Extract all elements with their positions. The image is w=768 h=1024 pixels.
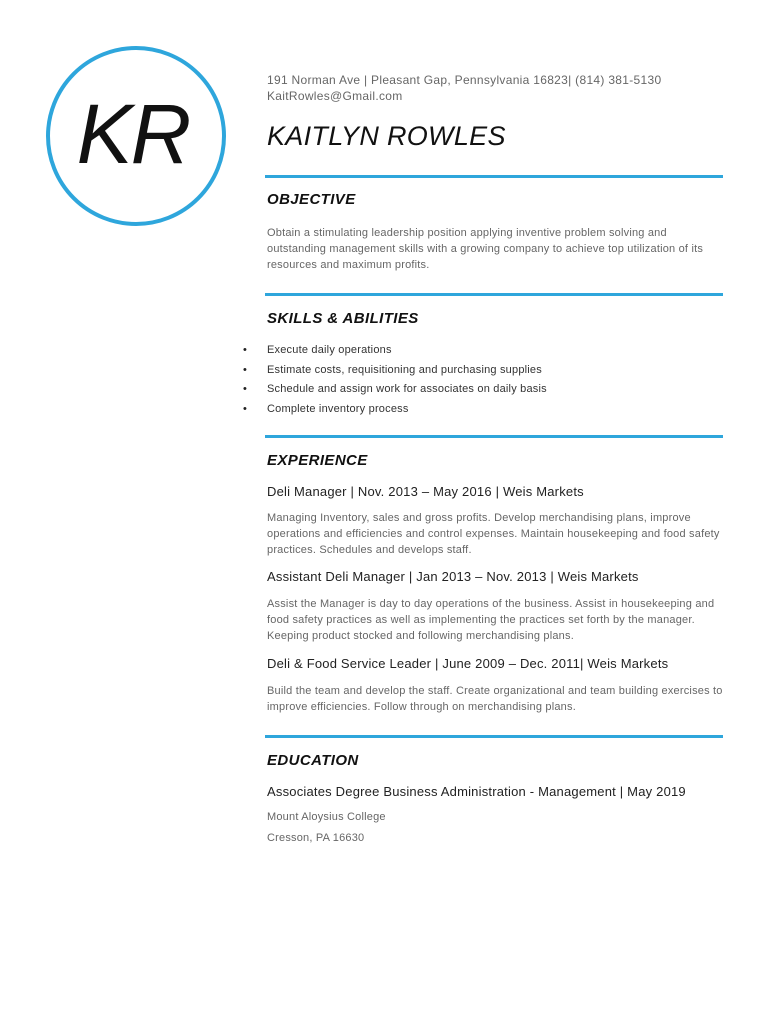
objective-text: Obtain a stimulating leadership position applying inventive problem solving and outstanding management skills with a growing company to achieve top utilization of its resources and maximum profits. <box>267 227 704 271</box>
skill-text: Execute daily operations <box>267 344 392 356</box>
job-title: Deli & Food Service Leader | June 2009 – Dec. 2011| Weis Markets <box>267 656 669 671</box>
resume-main <box>243 72 723 849</box>
skill-text: Schedule and assign work for associates on daily basis <box>267 383 547 395</box>
objective-heading: OBJECTIVE <box>267 191 356 208</box>
section-divider <box>265 175 723 178</box>
job-title: Assistant Deli Manager | Jan 2013 – Nov. 2013 | Weis Markets <box>267 569 639 584</box>
skill-text: Estimate costs, requisitioning and purchasing supplies <box>267 363 542 376</box>
section-divider <box>265 293 723 296</box>
bullet-icon: • <box>243 344 248 356</box>
candidate-name: KAITLYN ROWLES <box>267 121 506 151</box>
skill-item <box>243 361 723 381</box>
education-degree: Associates Degree Business Administration - Management | May 2019 <box>267 784 686 799</box>
skill-text: Complete inventory process <box>267 402 409 415</box>
experience-heading: EXPERIENCE <box>267 452 368 469</box>
skills-heading: SKILLS & ABILITIES <box>267 310 419 327</box>
section-divider <box>265 435 723 438</box>
job-description: Assist the Manager is day to day operations of the business. Assist in housekeeping and food safety practices as well as implementing the practices set forth by the manager. Keeping product stocked and following merchandising plans. <box>267 598 715 642</box>
skills-list <box>243 341 723 419</box>
bullet-icon: • <box>243 363 248 376</box>
education-location: Cresson, PA 16630 <box>267 832 365 844</box>
education-school: Mount Aloysius College <box>267 811 386 823</box>
education-heading: EDUCATION <box>267 752 359 769</box>
job-title: Deli Manager | Nov. 2013 – May 2016 | Weis Markets <box>267 484 584 499</box>
monogram-circle <box>46 46 226 226</box>
contact-email: KaitRowles@Gmail.com <box>267 89 403 103</box>
skill-item <box>243 400 723 420</box>
bullet-icon: • <box>243 383 248 395</box>
job-description: Managing Inventory, sales and gross profits. Develop merchandising plans, improve operations and efficiencies and control expenses. Maintain housekeeping and food safety practices. Schedules and develops staff. <box>267 512 720 556</box>
contact-address: 191 Norman Ave | Pleasant Gap, Pennsylvania 16823| (814) 381-5130 <box>267 73 662 87</box>
job-description: Build the team and develop the staff. Create organizational and team building exercises to improve efficiencies. Follow through on merchandising plans. <box>267 685 723 713</box>
bullet-icon: • <box>243 402 248 415</box>
section-divider <box>265 735 723 738</box>
skill-item <box>243 341 723 361</box>
skill-item <box>243 380 723 400</box>
monogram-initials: KR <box>76 86 190 181</box>
